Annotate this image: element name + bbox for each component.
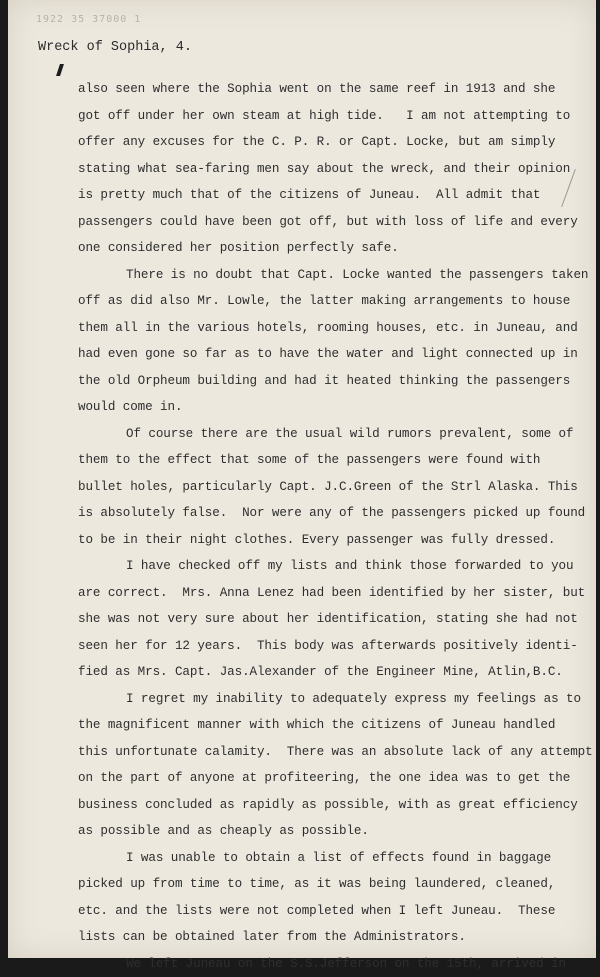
text-line: is absolutely false. Nor were any of the passengers picked up found xyxy=(78,500,578,527)
text-line: stating what sea-faring men say about the wreck, and their opinion xyxy=(78,156,578,183)
text-line: etc. and the lists were not completed when I left Juneau. These xyxy=(78,898,578,925)
text-line: as possible and as cheaply as possible. xyxy=(78,818,578,845)
text-line: this unfortunate calamity. There was an absolute lack of any attempt xyxy=(78,739,578,766)
text-line: seen her for 12 years. This body was afterwards positively identi- xyxy=(78,633,578,660)
document-page xyxy=(8,0,596,958)
ink-mark-icon xyxy=(56,64,64,76)
text-line: picked up from time to time, as it was being laundered, cleaned, xyxy=(78,871,578,898)
text-line: lists can be obtained later from the Administrators. xyxy=(78,924,578,951)
text-line: offer any excuses for the C. P. R. or Capt. Locke, but am simply xyxy=(78,129,578,156)
text-line: one considered her position perfectly safe. xyxy=(78,235,578,262)
text-line: I regret my inability to adequately express my feelings as to xyxy=(78,686,578,713)
text-line: had even gone so far as to have the water and light connected up in xyxy=(78,341,578,368)
text-line: are correct. Mrs. Anna Lenez had been identified by her sister, but xyxy=(78,580,578,607)
text-line: off as did also Mr. Lowle, the latter making arrangements to house xyxy=(78,288,578,315)
text-line: fied as Mrs. Capt. Jas.Alexander of the Engineer Mine, Atlin,B.C. xyxy=(78,659,578,686)
text-line: on the part of anyone at profiteering, the one idea was to get the xyxy=(78,765,578,792)
archive-stamp: 1922 35 37000 1 xyxy=(36,14,141,25)
text-line: We left Juneau on the S.S.Jefferson on the 15th, arrived in xyxy=(78,951,578,977)
text-line: is pretty much that of the citizens of Juneau. All admit that xyxy=(78,182,578,209)
letter-body xyxy=(78,76,578,977)
text-line: them to the effect that some of the passengers were found with xyxy=(78,447,578,474)
text-line: she was not very sure about her identification, stating she had not xyxy=(78,606,578,633)
text-line: bullet holes, particularly Capt. J.C.Green of the Strl Alaska. This xyxy=(78,474,578,501)
text-line: them all in the various hotels, rooming houses, etc. in Juneau, and xyxy=(78,315,578,342)
text-line: Of course there are the usual wild rumors prevalent, some of xyxy=(78,421,578,448)
text-line: the magnificent manner with which the citizens of Juneau handled xyxy=(78,712,578,739)
text-line: business concluded as rapidly as possible, with as great efficiency xyxy=(78,792,578,819)
text-line: also seen where the Sophia went on the same reef in 1913 and she xyxy=(78,76,578,103)
text-line: I was unable to obtain a list of effects found in baggage xyxy=(78,845,578,872)
text-line: to be in their night clothes. Every passenger was fully dressed. xyxy=(78,527,578,554)
text-line: passengers could have been got off, but with loss of life and every xyxy=(78,209,578,236)
page-header: Wreck of Sophia, 4. xyxy=(38,40,192,55)
text-line: the old Orpheum building and had it heated thinking the passengers xyxy=(78,368,578,395)
text-line: There is no doubt that Capt. Locke wanted the passengers taken xyxy=(78,262,578,289)
text-line: got off under her own steam at high tide. I am not attempting to xyxy=(78,103,578,130)
text-line: would come in. xyxy=(78,394,578,421)
text-line: I have checked off my lists and think those forwarded to you xyxy=(78,553,578,580)
